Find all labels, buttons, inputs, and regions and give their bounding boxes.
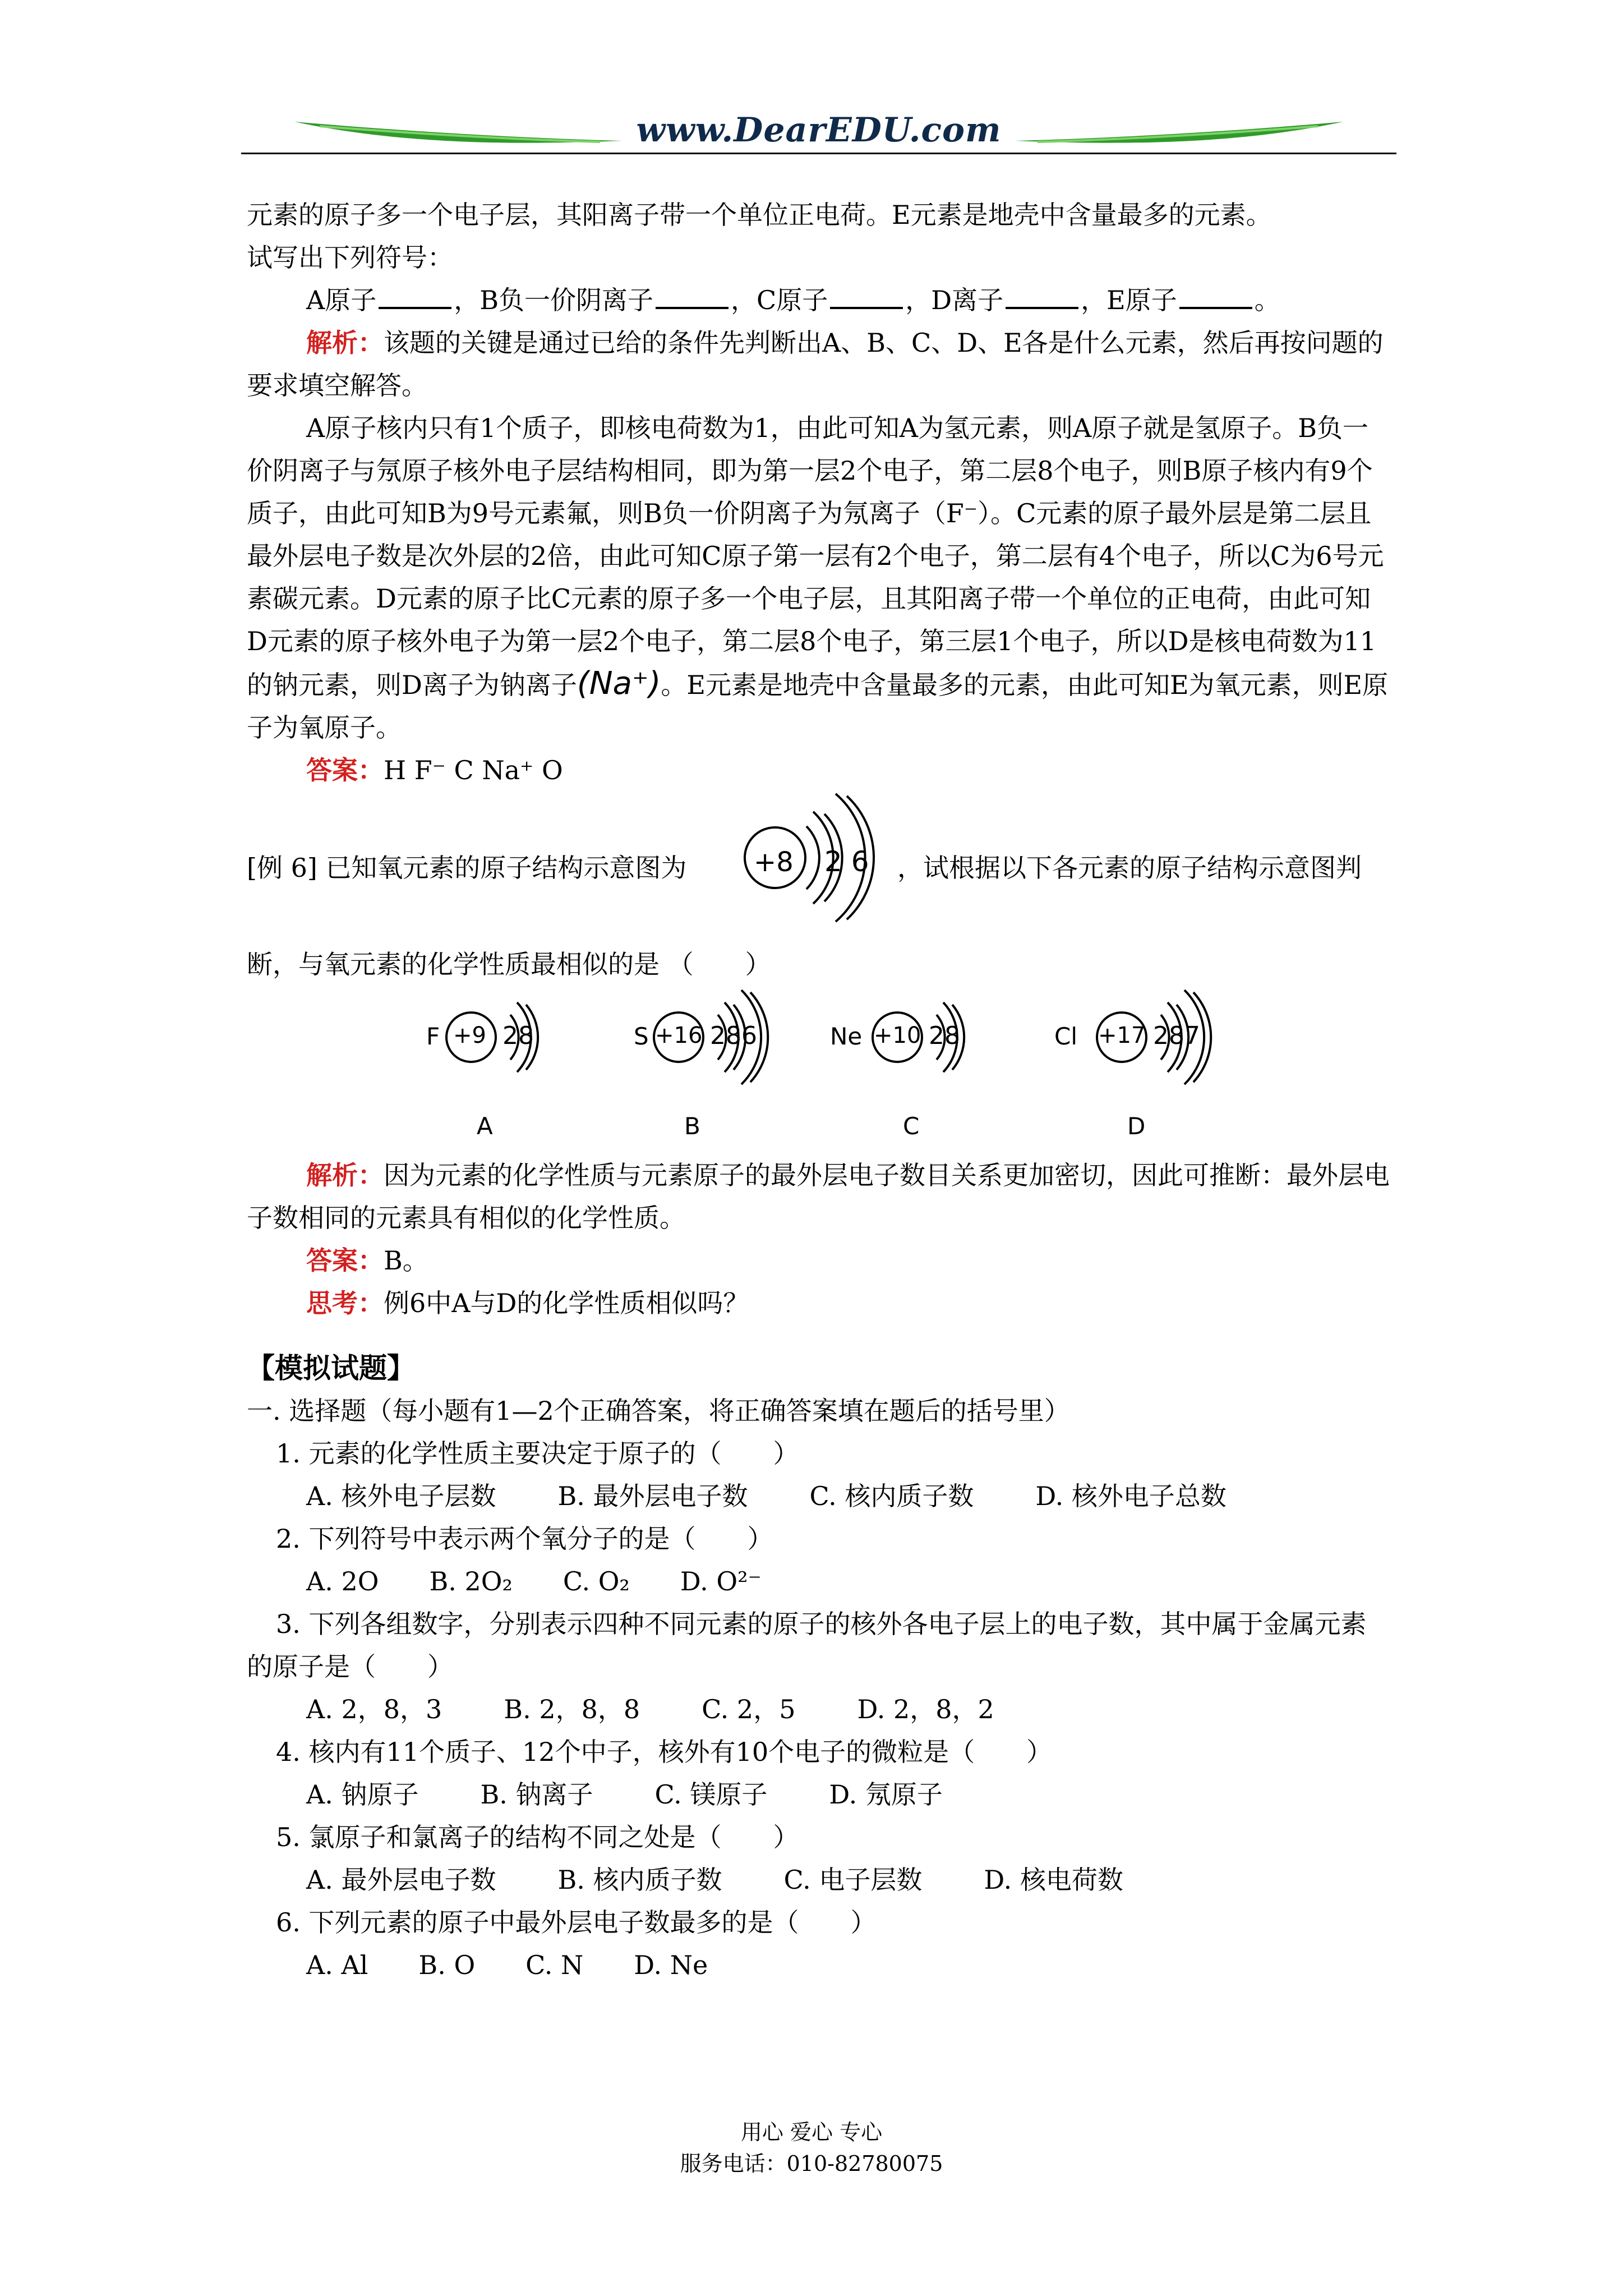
answer-label: 答案： <box>306 755 384 785</box>
option-item[interactable]: C. 2，5 <box>702 1694 796 1724</box>
think-text: 例6中A与D的化学性质相似吗？ <box>384 1288 749 1318</box>
atom-shell-icon <box>819 986 1021 1115</box>
fill-end: 。 <box>1254 285 1280 315</box>
answer-blank[interactable] <box>830 284 903 309</box>
option-item[interactable]: D. 核电荷数 <box>984 1865 1123 1895</box>
answer-blank[interactable] <box>656 284 728 309</box>
element-symbol: Cl <box>1054 1023 1077 1050</box>
option-item[interactable]: A. 最外层电子数 <box>306 1865 496 1895</box>
footer-line2: 服务电话：010-82780075 <box>680 2151 943 2176</box>
electron-shells: 28 <box>502 1022 534 1050</box>
nucleus-charge: +16 <box>655 1023 703 1048</box>
question-list <box>247 1432 1391 1986</box>
option-item[interactable]: A. 2，8，3 <box>306 1694 442 1724</box>
option-item[interactable]: A. 钠原子 <box>306 1779 419 1810</box>
analysis-text: A原子核内只有1个质子，即核电荷数为1，由此可知A为氢元素，则A原子就是氢原子。B负一价阴离子与氖原子核外电子层结构相同，即为第一层2个电子，第二层8个电子，则B原子核内有9个质子，由此可知B为9号元素氟，则B负一价阴离子为氖离子（F⁻）。C元素的原子最外层是第二层且最外层电子数是次外层的2倍，由此可知C原子第一层有2个电子，第二层有4个电子，所以C为6号元素碳元素。D元素的原子比C元素的原子多一个电子层，且其阳离子带一个单位的正电荷，由此可知D元素的原子核外电子为第一层2个电子，第二层8个电子，第三层1个电子，所以D是核电荷数为11的钠元素，则D离子为钠离子 <box>247 413 1384 700</box>
answer-text: B。 <box>384 1245 428 1276</box>
option-item[interactable]: D. Ne <box>634 1950 708 1980</box>
option-item[interactable]: C. N <box>525 1950 584 1980</box>
header-rule <box>241 153 1396 154</box>
example6-line2: 断，与氧元素的化学性质最相似的是 （ ） <box>247 949 771 979</box>
element-symbol: Ne <box>830 1023 863 1050</box>
option-item[interactable]: B. O <box>418 1950 476 1980</box>
answer-blank[interactable] <box>1179 284 1252 309</box>
question-options <box>247 1773 1391 1816</box>
main-content <box>247 194 1391 1986</box>
option-letter: A <box>477 1112 493 1140</box>
option-item[interactable]: C. 镁原子 <box>654 1779 768 1810</box>
think-paragraph <box>247 1282 1391 1324</box>
analysis-text: 。E元素是地壳中含量最多的元素，由此可知E为氧元素，则E原子为氧原子。 <box>247 670 1389 743</box>
mock-title: 【模拟试题】 <box>247 1351 415 1384</box>
atom-diagram-row <box>247 986 1391 1148</box>
question-stem: 6. 下列元素的原子中最外层电子数最多的是（ ） <box>276 1907 877 1938</box>
paragraph: 试写出下列符号： <box>247 242 453 273</box>
option-item[interactable]: B. 钠离子 <box>480 1779 593 1810</box>
atom-diagram-a <box>404 986 606 1148</box>
option-item[interactable]: D. O²⁻ <box>680 1566 762 1596</box>
answer-blank[interactable] <box>379 284 451 309</box>
question-options <box>247 1475 1391 1517</box>
element-symbol: S <box>634 1023 649 1050</box>
fill-label-b: ，B负一价阴离子 <box>454 285 654 315</box>
example6-lead: [例 6] 已知氧元素的原子结构示意图为 <box>247 853 687 883</box>
question-options <box>247 1944 1391 1986</box>
analysis-label: 解析： <box>306 1160 384 1190</box>
option-letter: D <box>1127 1112 1146 1140</box>
option-item[interactable]: A. Al <box>306 1950 368 1980</box>
option-item[interactable]: C. 电子层数 <box>783 1865 923 1895</box>
answer-text: H F⁻ C Na⁺ O <box>384 755 563 785</box>
element-symbol: F <box>426 1023 440 1050</box>
option-item[interactable]: B. 2O₂ <box>429 1566 513 1596</box>
option-item[interactable]: A. 核外电子层数 <box>306 1481 496 1511</box>
fill-in-line <box>247 279 1391 321</box>
question-options <box>247 1688 1391 1731</box>
paragraph: 元素的原子多一个电子层，其阳离子带一个单位正电荷。E元素是地壳中含量最多的元素。 <box>247 200 1272 230</box>
option-item[interactable]: B. 核内质子数 <box>557 1865 722 1895</box>
example6-line <box>247 792 1391 937</box>
atom-shell-icon <box>404 986 606 1115</box>
logo-text: www.DearEDU.com <box>636 111 1002 150</box>
question-stem: 5. 氯原子和氯离子的结构不同之处是（ ） <box>276 1822 799 1852</box>
atom-diagram-b <box>611 986 813 1148</box>
atom-diagram-d <box>1043 986 1245 1148</box>
question-options <box>247 1560 1391 1603</box>
atom-shell-icon <box>1043 986 1245 1115</box>
question-stem: 1. 元素的化学性质主要决定于原子的（ ） <box>276 1438 799 1469</box>
answer-paragraph <box>247 749 1391 792</box>
question-stem: 3. 下列各组数字，分别表示四种不同元素的原子的核外各电子层上的电子数，其中属于金属元素的原子是（ ） <box>247 1609 1367 1682</box>
nucleus-charge: +10 <box>874 1023 921 1048</box>
example6-tail: ，试根据以下各元素的原子结构示意图判 <box>897 853 1362 883</box>
nucleus-charge: +9 <box>453 1023 486 1048</box>
option-item[interactable]: D. 氖原子 <box>829 1779 943 1810</box>
analysis-paragraph <box>247 407 1391 749</box>
analysis-paragraph <box>247 1154 1391 1239</box>
analysis-label: 解析： <box>306 328 384 358</box>
fill-label-d: ，D离子 <box>905 285 1004 315</box>
option-item[interactable]: B. 最外层电子数 <box>557 1481 748 1511</box>
electron-shells: 287 <box>1153 1022 1200 1050</box>
answer-blank[interactable] <box>1006 284 1078 309</box>
think-label: 思考： <box>306 1288 384 1318</box>
electron-shells: 2 6 <box>824 845 869 878</box>
option-item[interactable]: D. 2，8，2 <box>857 1694 994 1724</box>
nucleus-charge: +17 <box>1098 1023 1146 1048</box>
electron-shells: 28 <box>929 1022 960 1050</box>
option-item[interactable]: A. 2O <box>306 1566 379 1596</box>
nucleus-charge: +8 <box>754 846 794 878</box>
answer-label: 答案： <box>306 1245 384 1276</box>
analysis-text: 该题的关键是通过已给的条件先判断出A、B、C、D、E各是什么元素，然后再按问题的要求填空解答。 <box>247 328 1384 401</box>
section-heading: 一. 选择题（每小题有1—2个正确答案，将正确答案填在题后的括号里） <box>247 1396 1070 1426</box>
question-stem: 2. 下列符号中表示两个氧分子的是（ ） <box>276 1524 773 1554</box>
analysis-text: 因为元素的化学性质与元素原子的最外层电子数目关系更加密切，因此可推断：最外层电子数相同的元素具有相似的化学性质。 <box>247 1160 1390 1233</box>
option-item[interactable]: D. 核外电子总数 <box>1035 1481 1227 1511</box>
atom-diagram-c <box>819 986 1021 1148</box>
option-item[interactable]: B. 2，8，8 <box>504 1694 640 1724</box>
option-item[interactable]: C. O₂ <box>562 1566 630 1596</box>
fill-label-a: A原子 <box>306 285 377 315</box>
option-letter: B <box>684 1112 700 1140</box>
sodium-ion-formula: (Na⁺) <box>577 665 661 702</box>
question-options <box>247 1858 1391 1901</box>
analysis-paragraph <box>247 321 1391 407</box>
fill-label-c: ，C原子 <box>731 285 828 315</box>
option-letter: C <box>903 1112 920 1140</box>
question-stem: 4. 核内有11个质子、12个中子，核外有10个电子的微粒是（ ） <box>276 1737 1053 1767</box>
oxygen-atom-diagram <box>740 792 897 937</box>
electron-shells: 286 <box>710 1022 757 1050</box>
answer-paragraph <box>247 1239 1391 1282</box>
atom-shell-icon <box>611 986 813 1115</box>
fill-label-e: ，E原子 <box>1081 285 1177 315</box>
option-item[interactable]: C. 核内质子数 <box>809 1481 974 1511</box>
footer-line1: 用心 爱心 专心 <box>740 2120 883 2145</box>
